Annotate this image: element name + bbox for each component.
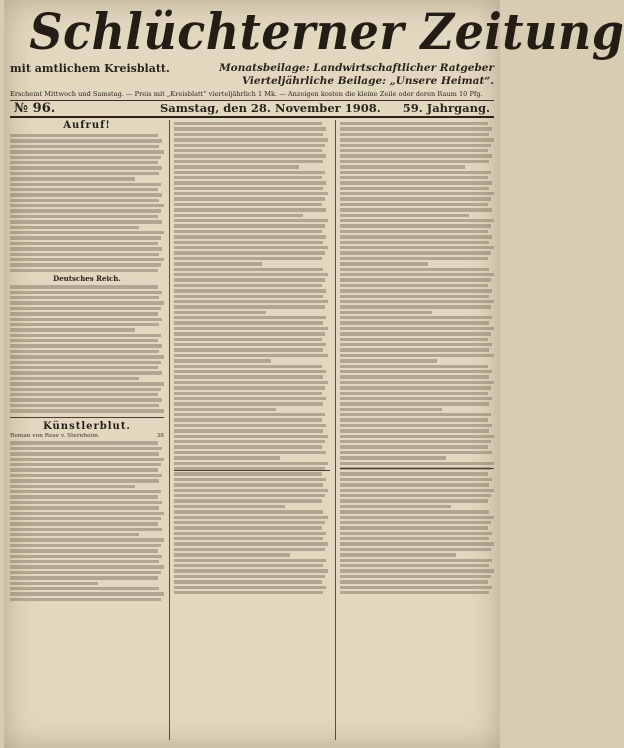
text-line <box>340 591 489 594</box>
column-separator <box>174 470 330 471</box>
text-line <box>340 219 494 222</box>
text-line <box>10 598 161 601</box>
text-line <box>174 327 328 330</box>
text-line <box>174 553 290 556</box>
text-line <box>10 506 159 509</box>
section-title-reich: Deutsches Reich. <box>53 274 121 284</box>
story-number: 38 <box>156 432 164 439</box>
text-line <box>174 483 323 486</box>
text-line <box>174 548 325 551</box>
text-line <box>340 440 491 443</box>
text-line <box>10 291 162 294</box>
text-line <box>340 241 489 244</box>
text-line <box>10 318 162 321</box>
text-line <box>174 435 328 438</box>
text-line <box>174 316 326 319</box>
text-line <box>10 382 164 385</box>
text-line <box>10 555 162 558</box>
text-line <box>174 197 325 200</box>
text-line <box>340 456 446 459</box>
text-line <box>340 192 494 195</box>
text-line <box>174 375 323 378</box>
article-body-col3 <box>340 122 494 594</box>
text-line <box>174 402 323 405</box>
text-line <box>340 197 491 200</box>
story-body <box>10 441 164 601</box>
text-line <box>10 592 164 595</box>
text-line <box>340 273 494 276</box>
text-line <box>10 236 161 239</box>
text-line <box>174 257 322 260</box>
text-line <box>10 517 161 520</box>
text-line <box>174 208 326 211</box>
text-line <box>174 181 326 184</box>
text-line <box>340 548 491 551</box>
column-divider <box>169 120 170 740</box>
text-line <box>174 154 326 157</box>
text-line <box>340 224 491 227</box>
article-body-aufruf <box>10 134 164 272</box>
text-line <box>174 203 322 206</box>
text-line <box>10 371 162 374</box>
publication-info: Erscheint Mittwoch und Samstag. — Preis mit „Kreisblatt“ vierteljährlich 1 Mk. — Anzeigen kosten die kleine Zeile oder deren Raum 10 Pfg. <box>10 90 494 101</box>
text-line <box>174 591 323 594</box>
text-line <box>174 305 325 308</box>
text-line <box>340 413 491 416</box>
text-line <box>340 402 489 405</box>
text-line <box>340 499 488 502</box>
text-line <box>174 365 322 368</box>
issue-date: Samstag, den 28. November 1908. <box>160 101 381 115</box>
text-line <box>10 452 159 455</box>
story-byline: Roman von Rose v. Sternheim. <box>10 432 100 439</box>
text-line <box>10 361 161 364</box>
text-line <box>340 203 488 206</box>
text-line <box>340 187 489 190</box>
text-line <box>10 209 161 212</box>
monthly-supplement: Monatsbeilage: Landwirtschaftlicher Ratgeber <box>219 62 494 74</box>
text-line <box>174 268 323 271</box>
text-line <box>174 569 328 572</box>
text-line <box>340 365 488 368</box>
text-line <box>174 456 280 459</box>
text-line <box>340 510 489 513</box>
text-line <box>174 505 285 508</box>
text-line <box>10 263 161 266</box>
text-line <box>174 144 325 147</box>
text-line <box>340 144 491 147</box>
text-line <box>174 386 325 389</box>
text-line <box>340 176 488 179</box>
text-line <box>340 564 489 567</box>
text-line <box>174 559 326 562</box>
text-line <box>10 549 158 552</box>
text-line <box>10 458 164 461</box>
text-line <box>340 445 488 448</box>
text-line <box>10 398 162 401</box>
text-line <box>10 134 158 137</box>
column-divider <box>335 120 336 740</box>
story-title: Künstlerblut. <box>10 417 164 433</box>
text-line <box>340 526 488 529</box>
text-line <box>10 242 158 245</box>
text-line <box>174 273 328 276</box>
text-line <box>174 241 323 244</box>
masthead-subtitle: mit amtlichem Kreisblatt. <box>10 62 170 75</box>
text-line <box>340 138 494 141</box>
text-line <box>174 278 325 281</box>
text-line <box>174 321 323 324</box>
text-line <box>174 586 326 589</box>
text-line <box>174 165 299 168</box>
text-line <box>340 505 451 508</box>
text-line <box>174 462 328 465</box>
text-line <box>340 160 489 163</box>
text-line <box>174 224 325 227</box>
volume-year: 59. Jahrgang. <box>402 101 490 115</box>
text-line <box>174 348 323 351</box>
text-line <box>174 532 326 535</box>
text-line <box>340 569 494 572</box>
text-line <box>10 139 162 142</box>
text-line <box>10 447 162 450</box>
text-line <box>10 366 158 369</box>
text-line <box>174 251 325 254</box>
text-line <box>174 413 325 416</box>
text-line <box>340 418 488 421</box>
text-line <box>340 451 492 454</box>
text-line <box>340 408 442 411</box>
text-line <box>340 165 465 168</box>
text-line <box>174 343 326 346</box>
text-line <box>10 463 161 466</box>
text-line <box>174 171 325 174</box>
text-line <box>10 172 159 175</box>
text-line <box>10 215 158 218</box>
text-line <box>10 253 159 256</box>
story-byline-row <box>10 433 164 440</box>
text-line <box>340 521 491 524</box>
text-line <box>340 149 488 152</box>
text-line <box>340 246 494 249</box>
text-line <box>10 441 158 444</box>
text-line <box>340 268 489 271</box>
text-line <box>10 301 164 304</box>
article-body-col2 <box>174 122 328 594</box>
text-line <box>174 575 325 578</box>
text-line <box>340 472 488 475</box>
text-line <box>174 122 322 125</box>
text-line <box>174 359 271 362</box>
text-line <box>174 510 323 513</box>
text-line <box>340 133 489 136</box>
text-line <box>174 138 328 141</box>
text-line <box>340 278 491 281</box>
text-line <box>340 354 494 357</box>
text-line <box>10 334 161 337</box>
text-line <box>10 296 159 299</box>
text-line <box>10 145 159 148</box>
text-line <box>174 542 328 545</box>
text-line <box>340 359 437 362</box>
text-line <box>10 226 139 229</box>
text-line <box>10 156 161 159</box>
text-line <box>174 478 326 481</box>
text-line <box>10 188 158 191</box>
text-line <box>340 316 492 319</box>
text-line <box>174 214 303 217</box>
text-line <box>174 338 322 341</box>
text-line <box>10 355 164 358</box>
text-line <box>10 204 164 207</box>
newspaper-page <box>4 0 624 748</box>
text-line <box>10 474 162 477</box>
column-separator <box>340 468 494 469</box>
text-line <box>340 295 489 298</box>
text-line <box>174 230 322 233</box>
text-line <box>174 537 323 540</box>
text-line <box>174 451 326 454</box>
text-line <box>10 393 158 396</box>
text-line <box>340 580 488 583</box>
text-line <box>10 560 159 563</box>
text-line <box>174 160 323 163</box>
text-line <box>10 538 164 541</box>
text-line <box>10 522 158 525</box>
text-line <box>174 392 322 395</box>
text-line <box>10 512 164 515</box>
text-line <box>10 582 98 585</box>
text-line <box>340 462 494 465</box>
text-line <box>340 343 492 346</box>
text-line <box>340 208 492 211</box>
text-line <box>174 149 322 152</box>
text-line <box>174 187 323 190</box>
text-line <box>10 565 164 568</box>
text-line <box>340 532 492 535</box>
text-line <box>174 219 328 222</box>
text-line <box>174 246 328 249</box>
text-line <box>10 166 162 169</box>
text-line <box>10 388 161 391</box>
text-line <box>10 544 161 547</box>
text-line <box>10 177 135 180</box>
text-line <box>174 289 326 292</box>
text-line <box>174 494 325 497</box>
text-line <box>10 490 161 493</box>
text-line <box>174 408 276 411</box>
text-line <box>340 262 428 265</box>
text-line <box>10 576 158 579</box>
dateline <box>10 100 494 118</box>
text-line <box>174 499 322 502</box>
text-line <box>10 312 158 315</box>
text-line <box>340 370 492 373</box>
text-line <box>340 122 488 125</box>
text-line <box>10 269 158 272</box>
text-line <box>340 311 432 314</box>
text-line <box>340 257 488 260</box>
text-line <box>10 404 159 407</box>
text-line <box>10 485 135 488</box>
text-line <box>10 350 159 353</box>
text-line <box>174 354 328 357</box>
text-line <box>340 181 492 184</box>
text-line <box>174 300 328 303</box>
text-line <box>340 284 488 287</box>
issue-number: № 96. <box>14 101 56 116</box>
text-line <box>340 424 492 427</box>
text-line <box>10 323 159 326</box>
text-line <box>10 247 162 250</box>
text-line <box>340 586 492 589</box>
text-line <box>340 559 492 562</box>
text-line <box>174 133 323 136</box>
text-line <box>174 526 322 529</box>
text-line <box>174 235 326 238</box>
text-line <box>340 327 494 330</box>
text-line <box>10 339 158 342</box>
text-line <box>340 537 489 540</box>
text-line <box>174 176 322 179</box>
text-line <box>340 478 492 481</box>
text-line <box>340 348 489 351</box>
text-line <box>10 220 162 223</box>
text-line <box>340 553 456 556</box>
text-line <box>174 284 322 287</box>
text-line <box>174 418 322 421</box>
text-line <box>340 397 492 400</box>
text-line <box>10 344 162 347</box>
text-line <box>340 392 488 395</box>
article-body-reich <box>10 285 164 412</box>
text-line <box>10 571 161 574</box>
text-line <box>174 521 325 524</box>
text-line <box>174 192 328 195</box>
text-line <box>340 575 491 578</box>
text-line <box>340 305 491 308</box>
text-line <box>340 214 469 217</box>
text-line <box>340 516 494 519</box>
text-line <box>10 193 162 196</box>
text-line <box>10 231 164 234</box>
text-line <box>340 483 489 486</box>
text-line <box>174 397 326 400</box>
text-line <box>174 429 323 432</box>
text-line <box>340 338 488 341</box>
text-line <box>174 262 262 265</box>
text-line <box>10 501 162 504</box>
text-line <box>10 533 139 536</box>
text-line <box>340 489 494 492</box>
text-line <box>10 468 158 471</box>
text-line <box>10 258 164 261</box>
text-line <box>340 251 491 254</box>
text-line <box>340 435 494 438</box>
masthead-title: Schlüchterner Zeitung <box>29 2 624 61</box>
text-line <box>340 127 492 130</box>
text-line <box>174 445 322 448</box>
text-line <box>10 150 164 153</box>
text-line <box>340 386 491 389</box>
text-line <box>340 429 489 432</box>
text-line <box>10 161 158 164</box>
text-line <box>174 580 322 583</box>
text-line <box>10 307 161 310</box>
text-line <box>340 154 492 157</box>
text-line <box>340 300 494 303</box>
text-line <box>340 542 494 545</box>
text-line <box>340 375 489 378</box>
text-line <box>174 489 328 492</box>
quarterly-supplement: Vierteljährliche Beilage: „Unsere Heimat“. <box>241 75 494 87</box>
text-line <box>340 171 491 174</box>
text-line <box>174 472 322 475</box>
text-line <box>174 370 326 373</box>
text-line <box>174 424 326 427</box>
text-line <box>174 564 323 567</box>
text-line <box>10 199 159 202</box>
text-line <box>174 381 328 384</box>
text-line <box>174 311 266 314</box>
text-line <box>10 183 161 186</box>
text-line <box>174 295 323 298</box>
text-line <box>10 495 158 498</box>
text-line <box>10 528 162 531</box>
text-line <box>174 516 328 519</box>
text-line <box>10 285 158 288</box>
article-heading-aufruf: Aufruf! <box>63 120 111 131</box>
text-line <box>340 381 494 384</box>
text-line <box>174 332 325 335</box>
text-line <box>340 494 491 497</box>
text-line <box>174 127 326 130</box>
text-line <box>174 440 325 443</box>
text-line <box>340 230 488 233</box>
text-line <box>10 377 139 380</box>
column-2 <box>174 120 328 740</box>
text-line <box>340 332 491 335</box>
text-line <box>340 235 492 238</box>
text-line <box>340 321 489 324</box>
text-line <box>10 479 159 482</box>
column-3 <box>340 120 494 740</box>
text-line <box>10 328 135 331</box>
column-1 <box>10 120 164 740</box>
text-line <box>340 289 492 292</box>
text-line <box>10 409 164 412</box>
text-line <box>10 587 159 590</box>
